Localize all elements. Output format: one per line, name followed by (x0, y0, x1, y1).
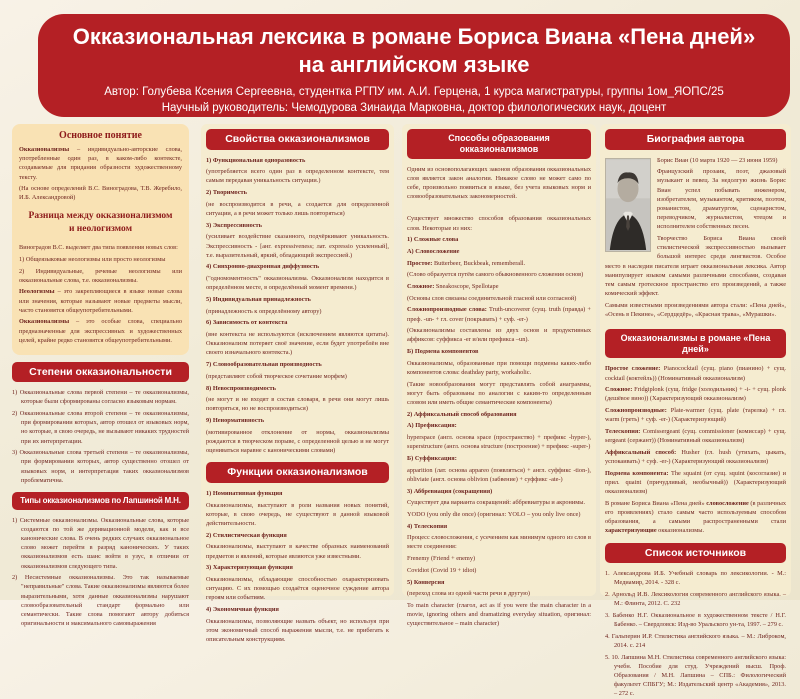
portrait-image (606, 159, 650, 251)
paragraph: 5) Конверсия (407, 578, 445, 586)
paragraph: 2) Окказиональные слова второй степени – те окказионализмы, при формировании которых, автор отошел от языковых норм, но которые, в свою очередь, не вызывают никаких трудностей при их интерпретации. (12, 410, 189, 445)
section-header-biography: Биография автора (605, 129, 786, 150)
paragraph: Б) Подмена компонентов (407, 348, 479, 356)
column-biography-results (600, 124, 791, 698)
paragraph: Окказионализмы, выступают в роли названия новых понятий, которые, в свою очередь, не существуют в данной языковой действительности. (206, 501, 389, 527)
supervisor-line: Научный руководитель: Чемодурова Зинаида Марковна, доктор филологических наук, доцент (161, 102, 667, 115)
paragraph (407, 204, 591, 212)
paragraph: 3) Экспрессивность (206, 221, 262, 229)
paragraph: To main character (глагол, act as if you were the main character in a movie, ignoring others and dramatizing everyday situation, оригинал: существительное – main character) (407, 601, 591, 628)
paragraph: Одним из основополагающих законов образования окказиональных слов является закон аналогии. Никакое слово не может само по себе, произвольно появиться в языке, без учета языковых норм и словообразовательных закономерностей. (407, 165, 591, 201)
paragraph: Сложнопроизводные: Plate-warmer (сущ. plate (тарелка) + гл. warm (греть) + суф. -er-) (Характеризующий) (605, 407, 786, 424)
paragraph: apparition (лат. основа appareo (появляться) + англ. суффикс -tion-), obliviate (англ. основа oblivion (забвение) + суффикс -ate-) (407, 466, 591, 483)
section-header-novel: Окказионализмы в романе «Пена дней» (605, 329, 786, 359)
types-text (12, 516, 189, 629)
column-formation-ways (402, 124, 596, 628)
paragraph: 4) Экономичная функция (206, 606, 279, 613)
concept-text (19, 145, 182, 203)
paragraph: Борис Виан (10 марта 1920 — 23 июня 1959) (657, 156, 778, 164)
paragraph: Сложнопроизводные слова: Truth-uncoverer (сущ. truth (правда) + преф. -un- + гл. cover (покрывать) + суф. -er-) (407, 306, 591, 323)
paragraph: Б) Суффиксация: (407, 454, 457, 462)
paragraph: (не могут и не входят в состав словаря, в речи они могут лишь повторяться, но не воспроизводиться) (206, 396, 389, 413)
novel-occasionalisms-text (605, 364, 786, 535)
paragraph: 1. Александрова И.Б. Учебный словарь по лексикологии. - М.: Медиамир, 2014. - 328 с. (605, 570, 786, 587)
paragraph: (не воспроизводится в речи, а создается для определенной ситуации, а в речи может только лишь повторяться) (206, 200, 389, 218)
paragraph: Неологизмы – это закрепляющиеся в языке новые слова или значения, которые называют новые предметы мысли, часто становятся общеупотребительными. (19, 288, 182, 314)
paragraph: Телескопия: Comissergeant (сущ. commissioner (комиссар) + сущ. sergeant (сержант)) (Номинативный окказионализм) (605, 428, 786, 445)
paragraph: (представляют собой творческое сочетание морфем) (206, 372, 347, 380)
paragraph: 4) Телескопия (407, 522, 448, 530)
paragraph: (вне контекста не используются (исключением являются цитаты). Окказионализм потеряет своё значение, если будет употреблён вне своего изначального контекста.) (206, 331, 389, 357)
section-header-degrees: Степени окказиональности (12, 362, 189, 383)
paragraph: 3. Бабенко Н.Г. Окказиональное в художественном тексте / Н.Г. Бабенко. – Свердловск: Изд-во Уральского ун-та, 1997. – 279 с. (605, 611, 786, 629)
paragraph: 1) Номинативная функция (206, 489, 283, 497)
paragraph: Подмена компонента: The squaint (от сущ. squint (косоглазие) и прил. quaint (причудливый, необычный)) (Характеризующий окказионализм) (605, 469, 787, 496)
paragraph: YODO (you only die once) (оригинал: YOLO – you only live once) (407, 510, 581, 518)
title-banner (38, 14, 790, 117)
paragraph: Простое сложение: Pianococktail (сущ. piano (пианино) + сущ. cocktail (коктейль)) (Номинативный окказионализм) (605, 365, 786, 382)
paragraph: Окказионализмы – это особые слова, специально предназначенные для экспрессивных и художественных целей, крайне редко становятся общеупотребительными. (19, 318, 182, 344)
section-header-types: Типы окказионализмов по Лапшиной М.Н. (12, 492, 189, 510)
difference-text (19, 243, 182, 345)
paragraph: 9) Ненормативность (206, 417, 265, 425)
section-header-sources: Список источников (605, 543, 786, 564)
paragraph: 2. Арнольд И.В. Лексикология современного английского языка. – М.: Флинта, 2012. С. 232 (605, 591, 786, 608)
paragraph: Существует два варианта сокращений: аббревиатуры и акронимы. (407, 499, 586, 507)
paragraph: 7) Словообразовательная производность (206, 361, 322, 369)
section-header-properties: Свойства окказионализмов (206, 129, 389, 150)
paragraph: (мотивированное отклонение от нормы, окказионализмы рождаются в творческом порыве, с определенной целью и не могут оцениваться наравне с каноническими словами) (206, 428, 389, 455)
paragraph: Творчество Бориса Виана своей стилистической экспрессивностью вызывает большой интерес среди лингвистов. Особое место в наследии писателя играет окказиональная лексика. Автор манипулирует языком самыми различными способами, создавая тем самым гротескное пространство его произведений, а также комический эффект. (605, 235, 786, 298)
paragraph: (На основе определений В.С. Виноградова, Т.В. Жеребило, И.Б. Александровой) (19, 185, 182, 202)
paragraph: Сложное: Sneakoscope, Spellotape (407, 282, 499, 290)
paragraph: А) Словосложение (407, 247, 460, 255)
paragraph: 1) Системные окказионализмы. Окказиональные слова, которые создаются по той же деривационной модели, как и все канонические слова. В очень редких случаях окказиональное слово может перейти в разряд канонических. У таких окказионализмов есть шанс войти в узус, в отличии от окказионализмов следующего типа. (12, 516, 189, 570)
paragraph: 3) Характеризующая функция (206, 564, 293, 572)
paragraph: 4) Синхронно-диахронная диффузность (206, 263, 320, 271)
paragraph: (Слово образуется путём самого обыкновенного сложения основ) (407, 271, 584, 279)
paragraph: 2) Несистемные окказионализмы. Это так называемые "неправильные" слова. Такие окказионализмы являются более выразительными, хотя данные окказионализмы нарушают словообразовательный стандарт формально или семантически. Такие слова помогают автору добиться оригинальности и максимального самовыражения (12, 574, 189, 628)
paragraph: 5. 10. Лапшина М.Н. Стилистика современного английского языка: учебн. Пособие для студ. Учреждений высш. Проф. Образования / М.Н. Лапшина – СПБ.: Филологический факультет СПБГУ; М.: Издательский центр «Академия», 2013. – 272 с. (605, 653, 786, 698)
paragraph: 2) Творимость (206, 189, 247, 197)
paragraph: Окказионализмы, обладающие способностью охарактеризовать ситуацию. С их помощью создаётся оценочное суждение автора героям или событиям. (206, 575, 389, 602)
paragraph: 1) Сложные слова (407, 236, 459, 244)
sources-list (605, 569, 786, 698)
paragraph: Окказионализмы, образованные при помощи подмены каких-либо компонентов слова: deathday party, workaholic. (407, 359, 591, 376)
paragraph: (употребляется всего один раз в определенном контексте, тем самым передавая уникальность ситуации.) (206, 168, 389, 185)
paragraph: Сложное: Fridgiplonk (сущ. fridge (холодильник) + -i- + сущ. plonk (дешёвое вино)) (Характеризующий окказионализм) (605, 386, 786, 403)
paragraph: 1) Общеязыковые неологизмы или просто неологизмы (19, 255, 166, 263)
paragraph: 3) Окказиональные слова третьей степени – те окказионализмы, при формировании которых, автор существенно отошел от языковых норм, и интерпретация таких окказионализмов проблематична. (12, 449, 189, 484)
paragraph: 1) Окказиональные слова первой степени – те окказионализмы, которые были сформированы согласно языковым нормам. (12, 389, 189, 406)
paragraph: 2) Стилистическая функция (206, 531, 287, 539)
paragraph: Существует множество способов образования окказиональных слов. Некоторые из них: (407, 215, 591, 232)
paragraph: hyperspace (англ. основа space (пространство) + префикс -hyper-), superstructure (англ. основа structure (построение) + префикс -super-) (407, 434, 591, 451)
concept-panel (12, 124, 189, 355)
paragraph: Окказионализмы, выступают в качестве образных наименований предметов и явлений, которые являются уже известными. (206, 543, 389, 560)
paragraph: Виноградов В.С. выделяет два типа появления новых слов: (19, 244, 178, 252)
paragraph: Окказионализмы – индивидуально-авторские слова, употребленные один раз, в каком-либо контексте, создаваемые для придания образности художественному тексту. (19, 146, 182, 181)
paragraph: Процесс словосложения, с усечением как минимум одного из слов в месте соединения: (407, 534, 591, 551)
degrees-text (12, 388, 189, 485)
author-line: Автор: Голубева Ксения Сергеевна, студентка РГПУ им. А.И. Герцена, 1 курса магистратуры, группы 1ом_ЯОПС/25 (104, 86, 724, 99)
paragraph: 8) Невоспроизводимость (206, 384, 276, 392)
paragraph: 1) Функциональная одноразовость (206, 156, 306, 164)
paragraph: Covidiot (Covid 19 + idiot) (407, 566, 477, 574)
paragraph: Французский прозаик, поэт, джазовый музыкант и певец. За недолгую жизнь Борис Виан успел побывать инженером, изобретателем, музыкантом, критиком, поэтом, романистом, драматургом, сценаристом, переводчиком, журналистом, чтецом и исполнителем собственных песен. (657, 168, 786, 231)
paragraph: Самыми известными произведениями автора стали: «Пена дней», «Осень в Пекине», «Сердцедёр», «Красная трава», «Мурашки». (605, 301, 786, 319)
column-main-concept (12, 124, 189, 628)
functions-text (206, 489, 389, 644)
paragraph: Аффиксальный способ: Husher (гл. hush (утихать, цыкать, успокаивать) + суф. -er-) (Характеризующий окказионализм) (605, 448, 787, 466)
formation-text (407, 165, 591, 629)
paragraph: (принадлежность к определённому автору) (206, 307, 322, 315)
paragraph: (Окказионализмы составлены из двух основ и продуктивных аффиксов: суффикса -er и/или префикса –un). (407, 327, 591, 344)
paragraph: 5) Индивидуальная принадлежность (206, 296, 311, 304)
paragraph: (Основы слов связаны соединительной гласной или согласной) (407, 294, 577, 302)
paragraph: В романе Бориса Виана «Пена дней» словосложение (в различных его проявлениях) стало самым часто используемым способом образования, а самыми распространенными стали характеризующие окказионализмы. (605, 499, 786, 535)
paragraph: (Такие новообразования могут представлять собой анаграммы, могут быть образованы по аналогии с каким-то определенным словом или иметь общие семантические компоненты) (407, 380, 591, 407)
concept-heading: Основное понятие (59, 130, 142, 141)
paragraph: (переход слова из одной части речи в другую) (407, 590, 531, 598)
poster-title: Окказиональная лексика в романе Бориса Виана «Пена дней» на английском языке (72, 24, 756, 78)
paragraph: 6) Зависимость от контекста (206, 319, 288, 327)
difference-heading: Разница между окказионализмом и неологизмом (28, 210, 173, 235)
paragraph: Простое: Butterbeer, Buckbeak, rememberall. (407, 259, 526, 267)
section-header-functions: Функции окказионализмов (206, 462, 389, 483)
section-header-formation: Способы образования окказионализмов (407, 129, 591, 159)
paragraph: ("одномоментность" окказионализма. Окказионализм находится в определённом месте, в определённый момент времени.) (206, 275, 389, 292)
boris-vian-photo (605, 158, 651, 252)
paragraph: 3) Аббревиация (сокращения) (407, 487, 493, 495)
paragraph: 2) Аффиксальный способ образования (407, 410, 517, 418)
paragraph: Frenemy (Friend + enemy) (407, 555, 476, 563)
column-properties-functions (201, 124, 394, 644)
paragraph: А) Префиксация: (407, 422, 457, 430)
paragraph: (усиливает воздействие сказанного, подчёркивают уникальность. Экспрессивность - [анг. expressiveness; лат. expressio усиленный], т.е. выразительный, яркий, обладающий экспрессией.) (206, 233, 389, 259)
paragraph: Окказионализмы, позволяющие назвать объект, но используя при этом экономичный способ выражения мысли, т.е. не прибегать к описательным конструкциям. (206, 617, 389, 644)
paragraph: 2) Индивидуальные, речевые неологизмы или окказиональные слова, т.е. окказионализмы. (19, 267, 182, 284)
properties-text (206, 156, 389, 456)
paragraph: 4. Гальперин И.Р. Стилистика английского языка. – М.: Либроком, 2014. с. 214 (605, 632, 786, 649)
